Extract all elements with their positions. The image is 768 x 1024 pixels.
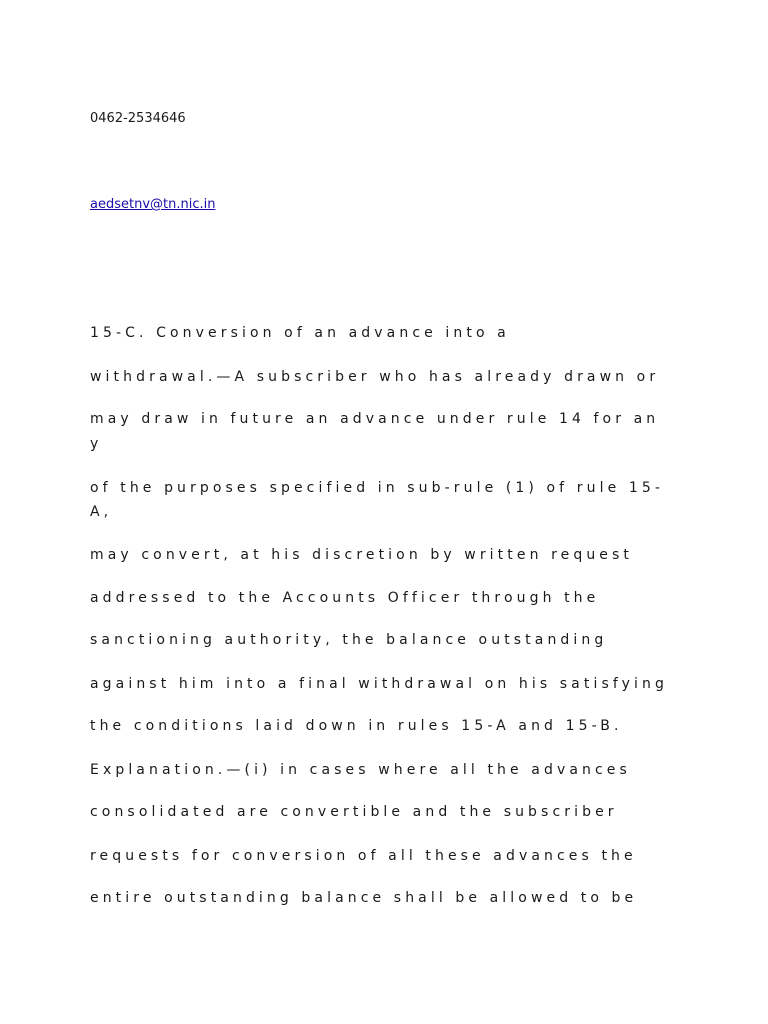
body-line: 15-C. Conversion of an advance into a bbox=[90, 325, 510, 341]
body-line: may convert, at his discretion by written request bbox=[90, 547, 634, 563]
phone-number: 0462-2534646 bbox=[90, 111, 186, 126]
body-line: consolidated are convertible and the subscriber bbox=[90, 804, 618, 820]
body-line: of the purposes specified in sub-rule (1) of rule 15- bbox=[90, 480, 665, 496]
body-line: A, bbox=[90, 504, 113, 520]
body-line: y bbox=[90, 436, 103, 452]
body-line: requests for conversion of all these advances the bbox=[90, 848, 637, 864]
body-line: against him into a final withdrawal on his satisfying bbox=[90, 676, 668, 692]
body-line: sanctioning authority, the balance outstanding bbox=[90, 632, 608, 648]
body-line: withdrawal.—A subscriber who has already drawn or bbox=[90, 369, 660, 385]
body-line: entire outstanding balance shall be allowed to be bbox=[90, 890, 638, 906]
body-line: Explanation.—(i) in cases where all the advances bbox=[90, 762, 631, 778]
body-line: addressed to the Accounts Officer through the bbox=[90, 590, 600, 606]
body-line: the conditions laid down in rules 15-A and 15-B. bbox=[90, 718, 623, 734]
body-line: may draw in future an advance under rule 14 for an bbox=[90, 411, 660, 427]
email-link[interactable]: aedsetnv@tn.nic.in bbox=[90, 197, 216, 212]
